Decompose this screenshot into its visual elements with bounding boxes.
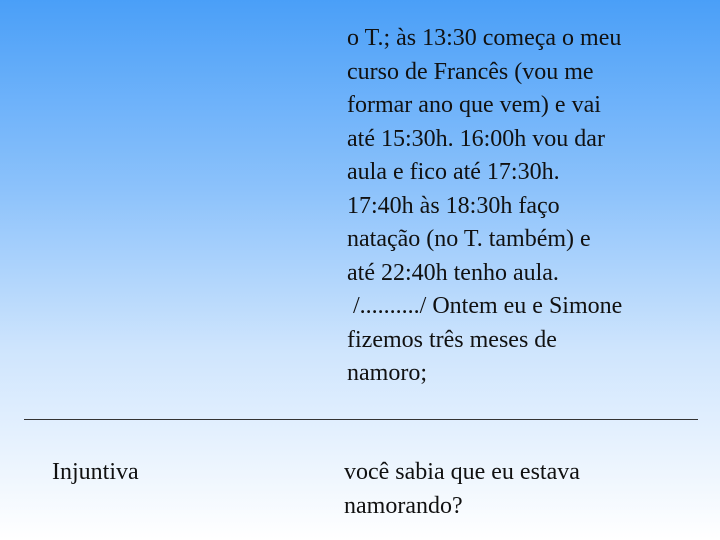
passage-line: namoro;	[347, 360, 427, 386]
passage-line: você sabia que eu estava	[344, 459, 580, 485]
passage-line: até 22:40h tenho aula.	[347, 259, 559, 286]
passage-line: /........../ Ontem eu e Simone	[347, 293, 623, 319]
passage-line: namorando?	[344, 492, 463, 519]
passage-line: até 15:30h. 16:00h vou dar	[347, 125, 605, 152]
passage-line: formar ano que vem) e vai	[347, 92, 601, 118]
passage-line: natação (no T. também) e	[347, 226, 591, 252]
lower-passage	[344, 456, 704, 523]
passage-line: 17:40h às 18:30h faço	[347, 192, 560, 219]
passage-line: aula e fico até 17:30h.	[347, 159, 560, 185]
passage-line: fizemos três meses de	[347, 326, 557, 353]
upper-passage	[347, 22, 707, 391]
horizontal-divider	[24, 419, 698, 420]
passage-line: curso de Francês (vou me	[347, 58, 594, 85]
passage-line: o T.; às 13:30 começa o meu	[347, 25, 622, 51]
row-label-injuntiva: Injuntiva	[52, 459, 139, 485]
